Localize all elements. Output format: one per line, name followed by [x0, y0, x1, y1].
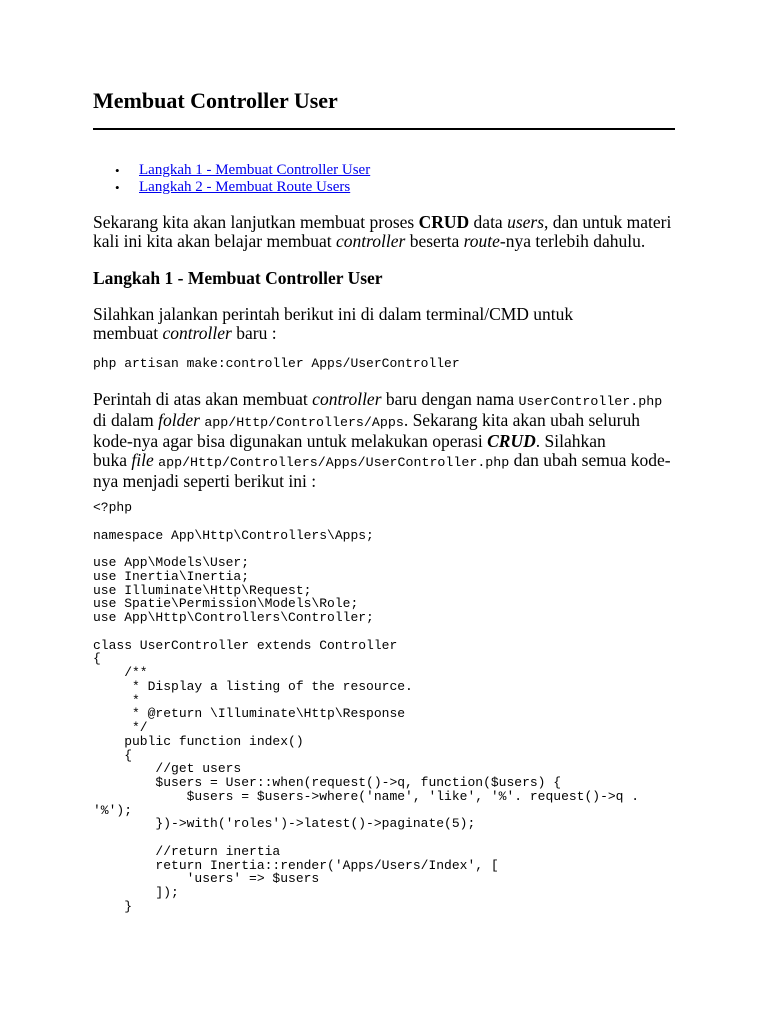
inline-code-filepath: app/Http/Controllers/Apps/UserController.php: [158, 455, 510, 470]
table-of-contents: [93, 162, 370, 196]
code-line: * @return \Illuminate\Http\Response: [93, 706, 406, 722]
code-line: //return inertia: [93, 843, 281, 859]
toc-link-step-2[interactable]: Langkah 2 - Membuat Route Users: [139, 179, 351, 195]
code-line: namespace App\Http\Controllers\Apps;: [93, 527, 374, 543]
code-line: 'users' => $users: [93, 871, 320, 887]
step-1-explanation: Perintah di atas akan membuat controller baru dengan nama UserController.php di dalam folder app/Http/Controllers/Apps. Sekarang kita akan ubah seluruh kode-nya agar bisa digunakan untuk melakukan operasi CRUD. Silahkan buka file app/Http/Controllers/Apps/UserController.php dan ubah semua kode-nya menjadi seperti berikut ini :: [93, 389, 671, 491]
code-line: use App\Models\User;: [93, 555, 250, 570]
code-line: ]);: [93, 885, 179, 900]
code-line: <?php: [93, 500, 133, 515]
code-line: use Inertia\Inertia;: [93, 568, 250, 584]
code-line: {: [93, 651, 101, 667]
inline-code-filename: UserController.php: [518, 394, 663, 409]
toc-item: [115, 179, 370, 196]
terminal-command: php artisan make:controller Apps/UserController: [93, 356, 460, 371]
inline-code-folder: app/Http/Controllers/Apps: [204, 415, 404, 430]
code-line: */: [93, 720, 148, 735]
code-line: $users = $users->where('name', 'like', '%'. request()->q .: [93, 788, 640, 804]
code-line: }: [93, 898, 133, 914]
code-line: '%');: [93, 802, 133, 818]
code-line: })->with('roles')->latest()->paginate(5);: [93, 816, 476, 832]
horizontal-rule: [93, 128, 675, 130]
code-block: [93, 501, 639, 914]
step-1-heading: Langkah 1 - Membuat Controller User: [93, 268, 383, 288]
code-line: $users = User::when(request()->q, function($users) {: [93, 775, 562, 790]
code-line: [93, 831, 639, 845]
code-line: /**: [93, 665, 148, 680]
code-line: [93, 542, 639, 556]
code-line: public function index(): [93, 733, 304, 749]
code-line: use Illuminate\Http\Request;: [93, 582, 312, 598]
code-line: [93, 515, 639, 529]
code-line: class UserController extends Controller: [93, 637, 398, 653]
intro-paragraph: Sekarang kita akan lanjutkan membuat proses CRUD data users, dan untuk materi kali ini kita akan belajar membuat controller beserta route-nya terlebih dahulu.: [93, 212, 672, 251]
step-1-instruction: Silahkan jalankan perintah berikut ini di dalam terminal/CMD untuk membuat controller baru :: [93, 304, 574, 343]
code-line: use App\Http\Controllers\Controller;: [93, 610, 374, 625]
code-line: * Display a listing of the resource.: [93, 678, 413, 694]
bullet-icon: •: [115, 163, 120, 178]
code-line: //get users: [93, 761, 242, 777]
toc-link-step-1[interactable]: Langkah 1 - Membuat Controller User: [139, 162, 371, 178]
code-line: [93, 625, 639, 639]
bullet-icon: •: [115, 180, 120, 195]
code-line: {: [93, 747, 133, 763]
code-line: *: [93, 692, 140, 708]
toc-item: [115, 162, 371, 179]
page-title: Membuat Controller User: [93, 88, 338, 113]
code-line: use Spatie\Permission\Models\Role;: [93, 596, 359, 612]
code-line: return Inertia::render('Apps/Users/Index', [: [93, 857, 499, 873]
